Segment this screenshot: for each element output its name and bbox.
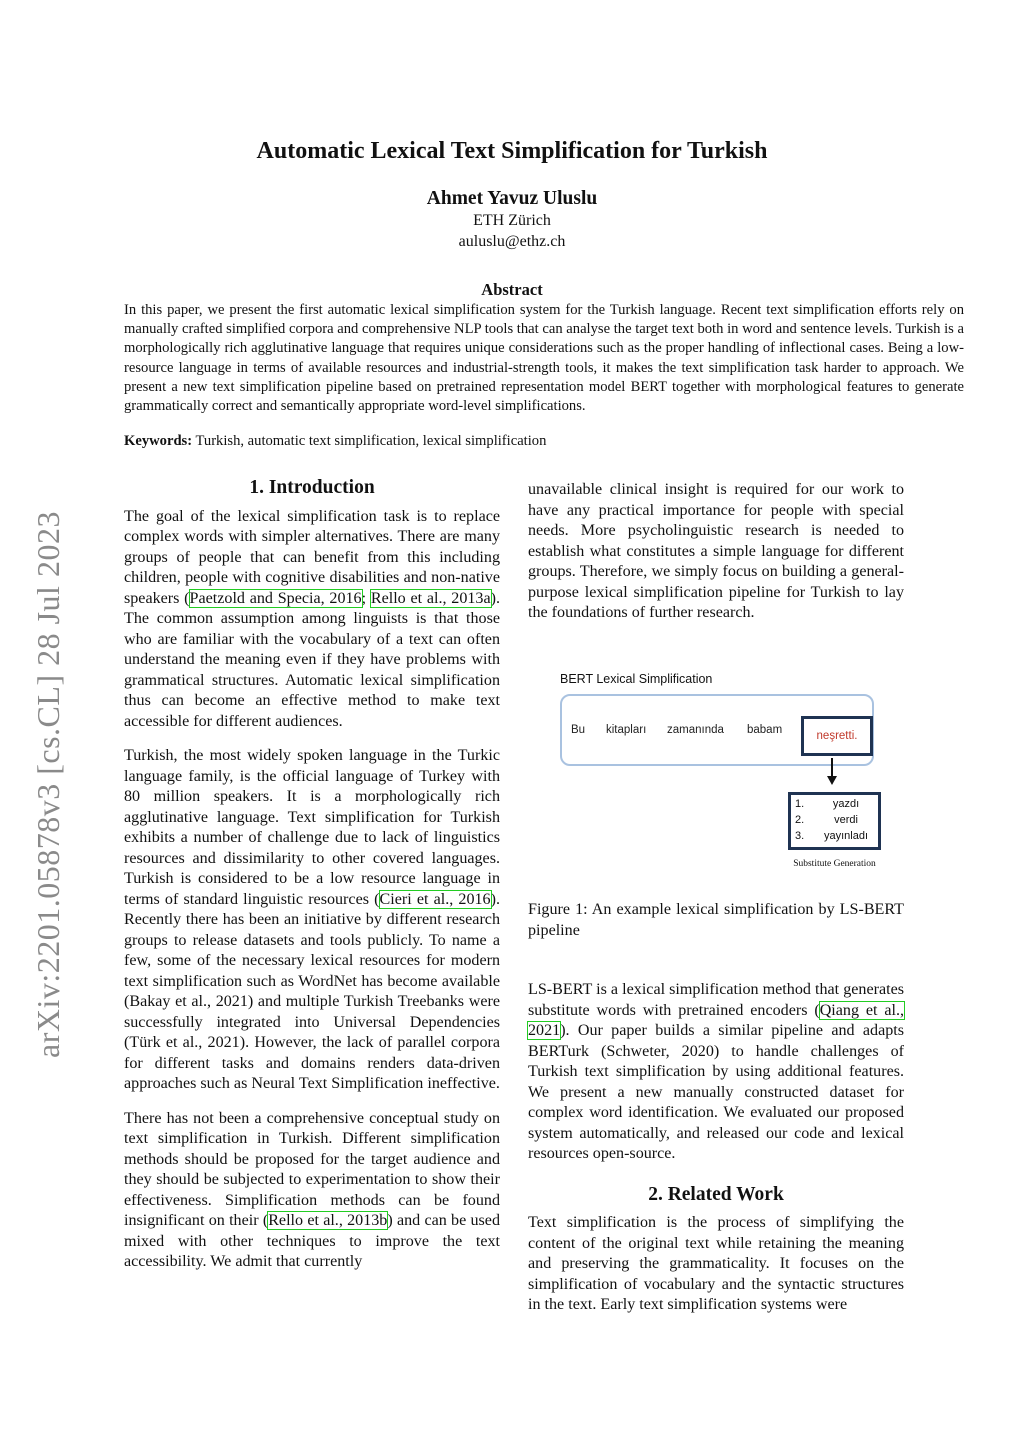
right-paragraph-3: Text simplification is the process of simplifying the content of the original text while retaining the meaning and preserving the grammaticality. It focuses on the simplification of vocabulary and the syntactic structures in the text. Early text simplification systems were xyxy=(528,1214,904,1313)
abstract-text: In this paper, we present the first automatic lexical simplification system for the Turkish language. Recent text simplification efforts rely on manually crafted simplified corpora and comprehensive NLP tools that can analyse the target text both in word and sentence levels. Turkish is a morphologically rich agglutinative language that requires unique considerations such as the proper handling of inflectional cases. Being a low-resource language in terms of available resources and industrial-strength tools, it makes the text simplification task harder to approach. We present a new text simplification pipeline based on pretrained representation model BERT together with morphological features to generate grammatically correct and semantically appropriate word-level simplifications. xyxy=(124,302,964,415)
substitute-label: Substitute Generation xyxy=(793,859,876,869)
sentence-token: kitapları xyxy=(606,724,647,736)
figure-1 xyxy=(556,664,886,874)
substitute-list: 1. yazdı 2. verdi 3. yayınladı xyxy=(788,792,881,850)
paper-title: Automatic Lexical Text Simplification for Turkish xyxy=(256,138,768,164)
intro-paragraph-3: There has not been a comprehensive conceptual study on text simplification in Turkish. Different simplification methods should be proposed for the target audience and they should be subjected to experimentation to show their effectiveness. Simplification methods can be found insignificant on their (Rello et al., 2013b) and can be used mixed with other techniques to improve the text accessibility. We admit that currently xyxy=(124,1109,501,1270)
arrow-down-icon xyxy=(831,758,833,778)
citation-link[interactable]: Rello et al., 2013b xyxy=(268,1212,388,1229)
intro-heading: 1. Introduction xyxy=(249,477,375,498)
sentence-token: zamanında xyxy=(667,724,724,736)
figure-caption: Figure 1: An example lexical simplification by LS-BERT pipeline xyxy=(528,901,904,939)
keywords xyxy=(124,433,964,450)
target-word: neşretti. xyxy=(801,716,873,756)
right-column-bottom xyxy=(528,980,904,1316)
citation-link[interactable]: Rello et al., 2013a xyxy=(370,589,491,607)
left-column xyxy=(124,478,500,1273)
author-name: Ahmet Yavuz Uluslu xyxy=(426,188,598,209)
arxiv-identifier: arXiv:2201.05878v3 [cs.CL] 28 Jul 2023 xyxy=(30,511,66,1058)
intro-paragraph-1: The goal of the lexical simplification task is to replace complex words with simpler alternatives. There are many groups of people that can benefit from this including children, people with cognitive disabilities and non-native speakers (Paetzold and Specia, 2016; Rello et al., 2013a). The common assumption among linguists is that those who are familiar with the vocabulary of a text can often understand the meaning even if they have problems with grammatical structures. Automatic lexical simplification thus can become an effective method to make text accessible for different audiences. xyxy=(124,507,501,730)
sentence-token: Bu xyxy=(571,724,586,736)
right-paragraph-2: LS-BERT is a lexical simplification method that generates substitute words with pretrained encoders (Qiang et al., 2021). Our paper builds a similar pipeline and adapts BERTurk (Schweter, 2020) to handle challenges of Turkish text simplification by using additional features. We present a new manually constructed dataset for complex word identification. We evaluated our proposed system automatically, and released our code and lexical resources open-source. xyxy=(528,981,904,1162)
citation-link[interactable]: Qiang et al., 2021 xyxy=(528,1001,904,1039)
author-email: auluslu@ethz.ch xyxy=(458,233,566,250)
abstract-heading: Abstract xyxy=(481,280,543,299)
intro-paragraph-2: Turkish, the most widely spoken language in the Turkic language family, is the official language of Turkey with 80 million speakers. It is a morphologically rich agglutinative language. Text simplification for Turkish exhibits a number of challenge due to lack of linguistics resources and dissimilarity to other covered languages. Turkish is considered to be a low resource language in terms of standard linguistic resources (Cieri et al., 2016). Recently there has been an initiative by different research groups to release datasets and tools publicly. To name a few, some of the necessary lexical resources for modern text simplification such as WordNet has become available (Bakay et al., 2021) and multiple Turkish Treebanks were successfully integrated into Universal Dependencies (Türk et al., 2021). However, the lack of parallel corpora for different tasks and domains renders data-driven approaches such as Neural Text Simplification ineffective. xyxy=(124,747,500,1092)
right-paragraph-1: unavailable clinical insight is required for our work to have any practical importance for people with special needs. More psycholinguistic research is needed to establish what constitutes a simple language for different groups. Therefore, we simply focus on building a general-purpose lexical simplification pipeline for Turkish to lay the foundations of further research. xyxy=(528,481,904,621)
keywords-label: Keywords: xyxy=(124,433,193,449)
arrow-head-icon xyxy=(827,776,837,785)
keywords-text: Turkish, automatic text simplification, lexical simplification xyxy=(195,433,547,449)
author-affiliation: ETH Zürich xyxy=(473,212,551,229)
figure-caption-block xyxy=(528,900,904,941)
sentence-token: babam xyxy=(747,724,783,736)
citation-link[interactable]: Cieri et al., 2016 xyxy=(379,890,491,908)
right-column-top xyxy=(528,480,904,624)
citation-link[interactable]: Paetzold and Specia, 2016 xyxy=(189,589,362,607)
figure-title: BERT Lexical Simplification xyxy=(560,672,713,686)
related-work-heading: 2. Related Work xyxy=(648,1183,784,1205)
